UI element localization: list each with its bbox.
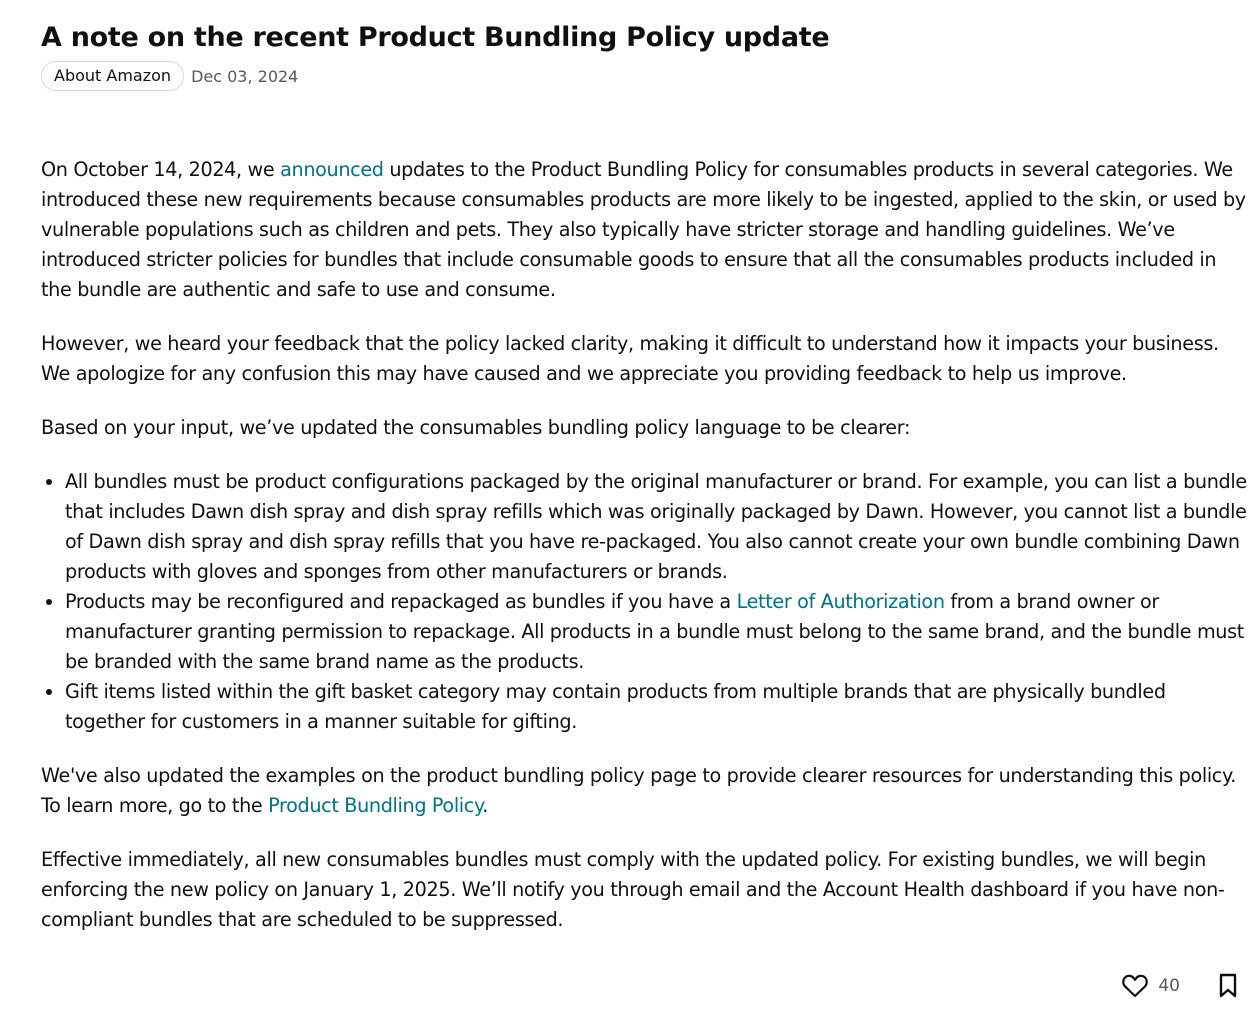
paragraph-intro	[41, 155, 1247, 305]
paragraph-text: We've also updated the examples on the product bundling policy page to provide clearer resources for understanding this policy. To learn more, go to the	[41, 764, 1237, 817]
heart-icon[interactable]	[1122, 974, 1148, 998]
like-count: 40	[1158, 976, 1180, 996]
article	[41, 18, 1247, 959]
category-tag[interactable]: About Amazon	[41, 61, 184, 91]
bullet-text: Products may be reconfigured and repackaged as bundles if you have a	[65, 590, 737, 613]
paragraph-text: updates to the Product Bundling Policy for consumables products in several categories. We introduced these new requirements because consumables products are more likely to be ingested, applied to the skin, or used by vulnerable populations such as children and pets. They also typically have stricter storage and handling guidelines. We’ve introduced stricter policies for bundles that include consumable goods to ensure that all the consumables products included in the bundle are authentic and safe to use and consume.	[41, 158, 1246, 301]
publish-date: Dec 03, 2024	[191, 66, 299, 86]
paragraph-text: .	[482, 794, 488, 817]
bullet-item-letter-of-authorization	[65, 587, 1247, 677]
article-actions	[1122, 968, 1238, 1004]
paragraph-input: Based on your input, we’ve updated the consumables bundling policy language to be clearer:	[41, 416, 911, 439]
bullet-item-original-manufacturer: • All bundles must be product configurations packaged by the original manufacturer or brand. For example, you can list a bundle that includes Dawn dish spray and dish spray refills which was originally packaged by Dawn. However, you cannot list a bundle of Dawn dish spray and dish spray refills that you have re-packaged. You also cannot create your own bundle combining Dawn products with gloves and sponges from other manufacturers or brands.	[65, 467, 1247, 587]
bullet-text: from a brand owner or manufacturer granting permission to repackage. All products in a bundle must belong to the same brand, and the bundle must be branded with the same brand name as the products.	[65, 590, 1244, 673]
article-body	[41, 155, 1247, 935]
paragraph-feedback: However, we heard your feedback that the policy lacked clarity, making it difficult to understand how it impacts your business. We apologize for any confusion this may have caused and we appreciate you providing feedback to help us improve.	[41, 332, 1219, 385]
bookmark-button[interactable]	[1218, 973, 1238, 999]
bookmark-icon[interactable]	[1218, 973, 1238, 999]
announced-link[interactable]: announced	[280, 158, 384, 181]
letter-of-authorization-link[interactable]: Letter of Authorization	[736, 590, 945, 613]
like-button[interactable]	[1122, 974, 1180, 998]
article-meta	[41, 61, 1247, 91]
paragraph-text: On October 14, 2024, we	[41, 158, 281, 181]
policy-bullet-list	[41, 467, 1247, 737]
product-bundling-policy-link[interactable]: Product Bundling Policy	[268, 794, 483, 817]
article-title: A note on the recent Product Bundling Policy update	[41, 22, 830, 53]
paragraph-examples	[41, 761, 1247, 821]
paragraph-effective: Effective immediately, all new consumables bundles must comply with the updated policy. For existing bundles, we will begin enforcing the new policy on January 1, 2025. We’ll notify you through email and the Account Health dashboard if you have non-compliant bundles that are scheduled to be suppressed.	[41, 848, 1225, 931]
bullet-item-gift-basket: • Gift items listed within the gift basket category may contain products from multiple brands that are physically bundled together for customers in a manner suitable for gifting.	[65, 677, 1247, 737]
